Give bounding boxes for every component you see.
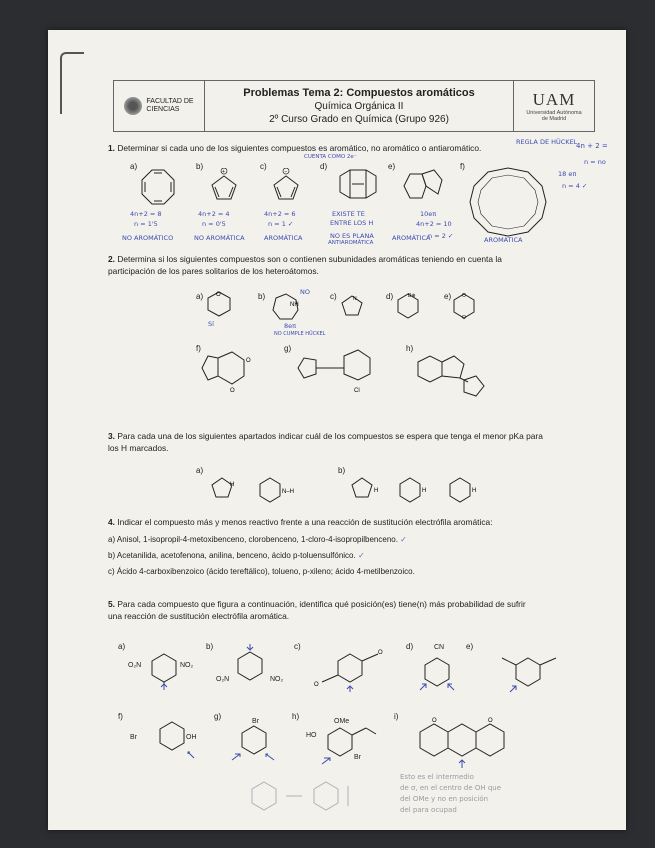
q2-label-d: d) <box>386 292 394 301</box>
group-no2-b: NO₂ <box>270 676 284 683</box>
q5-label-h: h) <box>292 712 300 721</box>
question-3 <box>108 430 598 454</box>
check-mark-icon: ✓ <box>357 551 365 560</box>
note-e-2: 4n+2 = 10 <box>416 220 452 228</box>
note-c-1: 4n+2 = 6 <box>264 210 296 218</box>
worksheet-page <box>48 30 626 830</box>
question-2 <box>108 253 598 277</box>
note-c-3: AROMÁTICA <box>264 234 303 242</box>
note-d-3: NO ES PLANA <box>330 232 374 240</box>
pyrimidine-amine-structure <box>292 348 382 394</box>
question-5-text-2: una reacción de sustitución electrófila aromática. <box>108 611 290 621</box>
q2-label-a: a) <box>196 292 204 301</box>
group-oh-f: OH <box>186 734 197 741</box>
note-f-2: n = 4 ✓ <box>562 182 588 190</box>
header-title-block <box>205 81 514 131</box>
azulene-structure <box>396 164 446 208</box>
svg-text:H: H <box>422 488 427 494</box>
note-d-1: EXISTE TE <box>332 210 365 218</box>
page-title: Problemas Tema 2: Compuestos aromáticos <box>243 86 475 99</box>
note-e-3: AROMÁTICA <box>392 234 431 242</box>
note-b-1: 4n+2 = 4 <box>198 210 230 218</box>
question-4c <box>108 566 598 577</box>
group-br-g: Br <box>252 718 259 725</box>
cyclopentadienyl-anion-structure <box>268 168 304 204</box>
q2-label-e: e) <box>444 292 452 301</box>
note-2b-2: 8eπ <box>284 322 297 330</box>
question-4-text: Indicar el compuesto más y menos reactivo frente a una reacción de sustitución electrófila aromática: <box>117 517 493 527</box>
pencil-note-line-1: Esto es el intermedio <box>400 773 474 781</box>
check-mark-icon: ✓ <box>400 535 407 544</box>
q3-label-b: b) <box>338 466 346 475</box>
note-huckel-formula: 4n + 2 = <box>576 142 608 150</box>
university-logo <box>514 81 594 131</box>
pencil-note-line-3: del OMe y no en posición <box>400 795 489 803</box>
svg-text:O: O <box>378 650 383 656</box>
q2-label-f: f) <box>196 344 201 353</box>
pencil-sketch-drawing <box>244 772 364 822</box>
faculty-line-2: CIENCIAS <box>146 106 180 113</box>
q1-label-a: a) <box>130 162 138 171</box>
question-5-number: 5. <box>108 599 115 609</box>
q5-label-i: i) <box>394 712 399 721</box>
note-a-2: n = 1'5 <box>134 220 158 228</box>
note-b-2: n = 0'5 <box>202 220 226 228</box>
question-2-number: 2. <box>108 254 115 264</box>
note-2b-3: NO CUMPLE HÜCKEL <box>274 331 326 337</box>
boratabenzene-structure <box>394 290 422 320</box>
question-1-number: 1. <box>108 143 115 153</box>
q5-label-b: b) <box>206 642 214 651</box>
note-d-4: ANTIAROMÁTICA <box>328 240 374 246</box>
svg-text:N–H: N–H <box>282 489 295 495</box>
note-f-1: 18 eπ <box>558 170 577 178</box>
group-no2-a: NO₂ <box>180 662 194 669</box>
caffeine-structure <box>198 348 254 396</box>
imidazolium-structure <box>338 292 366 320</box>
svg-text:O: O <box>462 315 466 320</box>
question-4c-text: c) Ácido 4-carboxibenzoico (ácido tereftálico), tolueno, p-xileno; ácido 4-metilbenzoico. <box>108 567 415 576</box>
note-d-0: CUENTA COMO 2e⁻ <box>304 154 357 160</box>
question-2-text-2: participación de los pares solitarios de los heteroátomos. <box>108 266 319 276</box>
svg-text:O: O <box>432 718 437 724</box>
pyrrolium-pyridinium-structures <box>208 474 308 504</box>
q1-label-f: f) <box>460 162 465 171</box>
uam-wordmark: UAM <box>532 90 576 109</box>
q1-label-d: d) <box>320 162 328 171</box>
course-name: 2º Curso Grado en Química (Grupo 926) <box>269 113 449 125</box>
q2-label-g: g) <box>284 344 292 353</box>
cyclopentadienyl-cation-structure <box>206 168 242 204</box>
svg-text:O: O <box>246 358 251 364</box>
svg-text:Cl: Cl <box>354 388 360 394</box>
question-1-text: Determinar si cada uno de los siguientes compuestos es aromático, no aromático o antiaromático. <box>117 143 482 153</box>
question-4a-text: a) Anisol, 1-isopropil-4-metoxibenceno, clorobenceno, 1-cloro-4-isopropilbenceno. <box>108 535 398 544</box>
question-5 <box>108 598 598 622</box>
q5-label-e: e) <box>466 642 474 651</box>
faculty-logo <box>114 81 205 131</box>
note-a-3: NO AROMÁTICO <box>122 234 174 242</box>
note-d-2: ENTRE LOS H <box>330 219 374 227</box>
azepine-structure <box>268 292 302 322</box>
subject-name: Química Orgánica II <box>314 100 404 112</box>
ester-c-structure <box>300 642 400 698</box>
svg-text:O: O <box>488 718 493 724</box>
cyano-xylene-d-structure <box>412 650 462 696</box>
group-o2n-b: O₂N <box>216 676 230 683</box>
fused-heterocycle-structure <box>412 346 492 406</box>
question-3-text-2: los H marcados. <box>108 443 169 453</box>
svg-text:O: O <box>230 388 235 394</box>
svg-text:N: N <box>353 296 357 302</box>
university-name-1: Universidad Autónoma <box>526 110 582 116</box>
dioxin-structure <box>450 290 478 320</box>
question-4a <box>108 534 598 545</box>
methoxyphenol-h-structure <box>310 720 380 770</box>
question-3-number: 3. <box>108 431 115 441</box>
question-4-number: 4. <box>108 517 115 527</box>
q5-label-g: g) <box>214 712 222 721</box>
bridged-annulene-structure <box>330 162 386 206</box>
cyclic-ch-structures <box>348 474 508 504</box>
note-2b-1: NO <box>300 288 310 296</box>
faculty-emblem-icon <box>124 97 142 115</box>
question-4b-text: b) Acetanilida, acetofenona, anilina, benceno, ácido p-toluensulfónico. <box>108 551 356 560</box>
svg-text:−: − <box>284 169 288 175</box>
q3-label-a: a) <box>196 466 204 475</box>
svg-text:+: + <box>222 169 225 175</box>
q5-label-f: f) <box>118 712 123 721</box>
svg-text:H: H <box>472 488 477 494</box>
question-4 <box>108 516 598 528</box>
note-huckel-n: n = no <box>584 158 606 166</box>
pencil-note-line-4: del para ocupad <box>400 806 457 814</box>
note-f-3: AROMÁTICA <box>484 236 523 244</box>
university-name-2: de Madrid <box>541 116 567 122</box>
faculty-line-1: FACULTAD DE <box>146 98 194 105</box>
svg-text:H: H <box>230 482 235 488</box>
note-e-4: n = 2 ✓ <box>428 232 454 240</box>
note-huckel-rule: REGLA DE HÜCKEL <box>516 138 578 146</box>
pencil-note <box>400 772 501 816</box>
dinitroxylene-b-structure <box>228 642 272 690</box>
note-a-1: 4n+2 = 8 <box>130 210 162 218</box>
q2-label-c: c) <box>330 292 337 301</box>
svg-text:O: O <box>314 682 319 688</box>
binder-mark <box>60 52 84 114</box>
q5-label-d: d) <box>406 642 414 651</box>
q2-label-b: b) <box>258 292 266 301</box>
q1-label-e: e) <box>388 162 396 171</box>
group-cn-d: CN <box>434 644 445 651</box>
q5-label-a: a) <box>118 642 126 651</box>
pyrylium-structure <box>204 288 234 318</box>
note-e-1: 10eπ <box>420 210 437 218</box>
note-c-2: n = 1 ✓ <box>268 220 294 228</box>
annulene-18-structure <box>468 166 548 238</box>
question-2-text-1: Determina si los siguientes compuestos son o contienen subunidades aromáticas teniendo en cuenta la <box>117 254 502 264</box>
question-5-text-1: Para cada compuesto que figura a continuación, identifica qué posición(es) tiene(n) más probabilidad de sufrir <box>117 599 526 609</box>
svg-text:O: O <box>462 293 466 299</box>
note-b-3: NO AROMÁTICA <box>194 234 245 242</box>
group-ho-h: HO <box>306 732 317 739</box>
document-header <box>113 80 595 132</box>
cyclooctatetraene-structure <box>138 168 178 208</box>
q5-label-c: c) <box>294 642 301 651</box>
svg-text:O: O <box>216 292 221 298</box>
pencil-note-line-2: de σ, en el centro de OH que <box>400 784 502 792</box>
q1-label-b: b) <box>196 162 204 171</box>
group-ome-h: OMe <box>334 718 350 725</box>
group-br-f: Br <box>130 734 137 741</box>
amide-ketone-e-structure <box>476 644 576 696</box>
question-3-text-1: Para cada una de los siguientes apartados indicar cuál de los compuestos se espera que tenga el menor pKa para <box>117 431 543 441</box>
group-o2n-a: O₂N <box>128 662 142 669</box>
group-br-h: Br <box>354 754 361 761</box>
q1-label-c: c) <box>260 162 267 171</box>
note-2a: Sí <box>208 320 214 328</box>
svg-text:B⊕: B⊕ <box>408 293 416 299</box>
svg-text:H: H <box>374 488 379 494</box>
q2-label-h: h) <box>406 344 414 353</box>
question-4b <box>108 550 598 561</box>
bromo-trimethylbenzene-g-structure <box>224 718 284 766</box>
svg-text:NH: NH <box>290 302 299 308</box>
tricyclic-diketone-i-structure <box>410 714 520 770</box>
